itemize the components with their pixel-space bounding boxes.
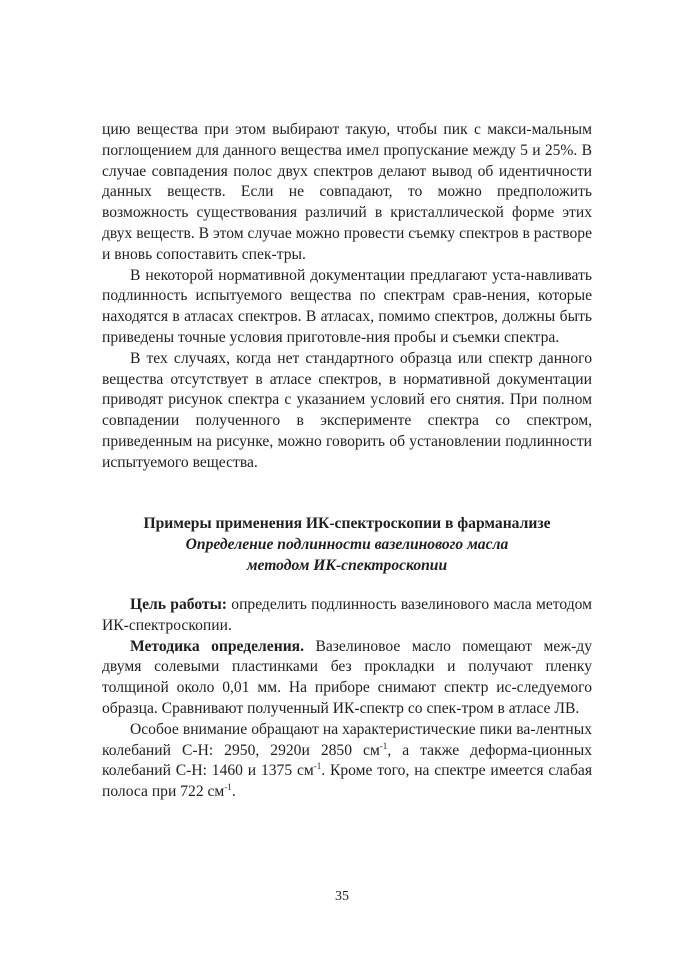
peaks-paragraph xyxy=(102,720,592,803)
page-number: 35 xyxy=(335,889,349,904)
section-subtitle-line-2: методом ИК-спектроскопии xyxy=(246,556,448,574)
peaks-text-b: , а также деформа-ционных колебаний С-Н: 1460 и 1375 см xyxy=(102,741,592,780)
section-title: Примеры применения ИК-спектроскопии в фарманализе xyxy=(143,515,551,532)
section-subtitle-line-1: Определение подлинности вазелинового масла xyxy=(185,535,509,553)
body-text-top xyxy=(102,120,592,474)
peaks-text-d: . xyxy=(231,783,236,801)
paragraph-3: В тех случаях, когда нет стандартного образца или спектр данного вещества отсутствует в атласе спектров, в нормативной документации приводят рисунок спектра с указанием условий его снятия. При полном совпадении полученного в эксперименте спектра со спектром, приведенным на рисунке, можно говорить об установлении подлинности испытуемого вещества. xyxy=(102,349,592,471)
peaks-text-a: Особое внимание обращают на характеристические пики ва-лентных колебаний С-Н: 2950, 2920и 2850 см xyxy=(102,720,592,759)
paragraph-1: цию вещества при этом выбирают такую, чтобы пик с макси-мальным поглощением для данного вещества имел пропускание между 5 и 25%. В случае совпадения полос двух спектров делают вывод об идентичности данных веществ. Если не совпадают, то можно предположить возможность существования различий в кристаллической форме этих двух веществ. В этом случае можно провести съемку спектров в растворе и вновь сопоставить спек-тры. xyxy=(102,121,592,263)
method-paragraph xyxy=(102,637,592,720)
goal-label: Цель работы: xyxy=(130,596,227,613)
peaks-text-c: . Кроме того, на спектре имеется слабая полоса при 722 см xyxy=(102,762,592,801)
body-text-bottom xyxy=(102,595,592,803)
method-text: Вазелиновое масло помещают меж-ду двумя солевыми пластинками без прокладки и получают пленку толщиной около 0,01 мм. На приборе снимают спектр ис-следуемого образца. Сравнивают полученный ИК-спектр со спек-тром в атласе ЛВ. xyxy=(102,637,593,717)
peaks-sup-1: -1 xyxy=(379,740,388,751)
paragraph-2: В некоторой нормативной документации предлагают уста-навливать подлинность испытуемого вещества по спектрам срав-нения, которые находятся в атласах спектров. В атласах, помимо спектров, должны быть приведены точные условия приготовле-ния пробы и съемки спектра. xyxy=(102,266,592,346)
peaks-sup-3: -1 xyxy=(224,782,232,793)
method-label: Методика определения. xyxy=(130,637,305,655)
peaks-sup-2: -1 xyxy=(313,761,322,772)
goal-paragraph xyxy=(102,595,592,637)
goal-text: определить подлинность вазелинового масла методом ИК-спектроскопии. xyxy=(102,596,593,634)
section-heading xyxy=(102,514,592,576)
